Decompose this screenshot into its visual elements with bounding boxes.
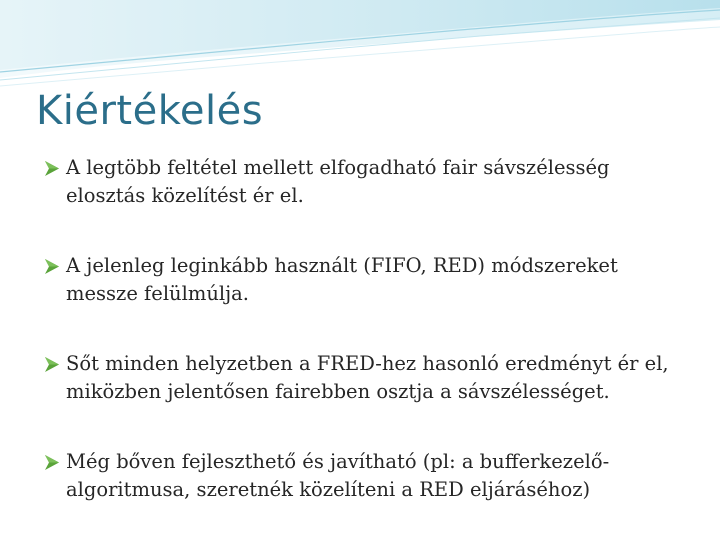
header-wave-decoration (0, 0, 720, 90)
bullet-item (44, 154, 684, 210)
bullet-item (44, 448, 684, 504)
slide-title: Kiértékelés (36, 88, 264, 134)
arrowhead-bullet-icon (44, 160, 60, 177)
bullet-text: A jelenleg leginkább használt (FIFO, RED) módszereket messze felülmúlja. (66, 254, 618, 305)
bullet-text: Még bőven fejleszthető és javítható (pl: a bufferkezelő-algoritmusa, szeretnék közelíteni a RED eljáráséhoz) (66, 450, 610, 501)
arrowhead-bullet-icon (44, 258, 60, 275)
bullet-list (44, 154, 684, 540)
bullet-text: Sőt minden helyzetben a FRED-hez hasonló eredményt ér el, miközben jelentősen fairebben osztja a sávszélességet. (66, 352, 669, 403)
bullet-item (44, 252, 684, 308)
arrowhead-bullet-icon (44, 454, 60, 471)
arrowhead-bullet-icon (44, 356, 60, 373)
bullet-text: A legtöbb feltétel mellett elfogadható fair sávszélesség elosztás közelítést ér el. (66, 156, 610, 207)
bullet-item (44, 350, 684, 406)
